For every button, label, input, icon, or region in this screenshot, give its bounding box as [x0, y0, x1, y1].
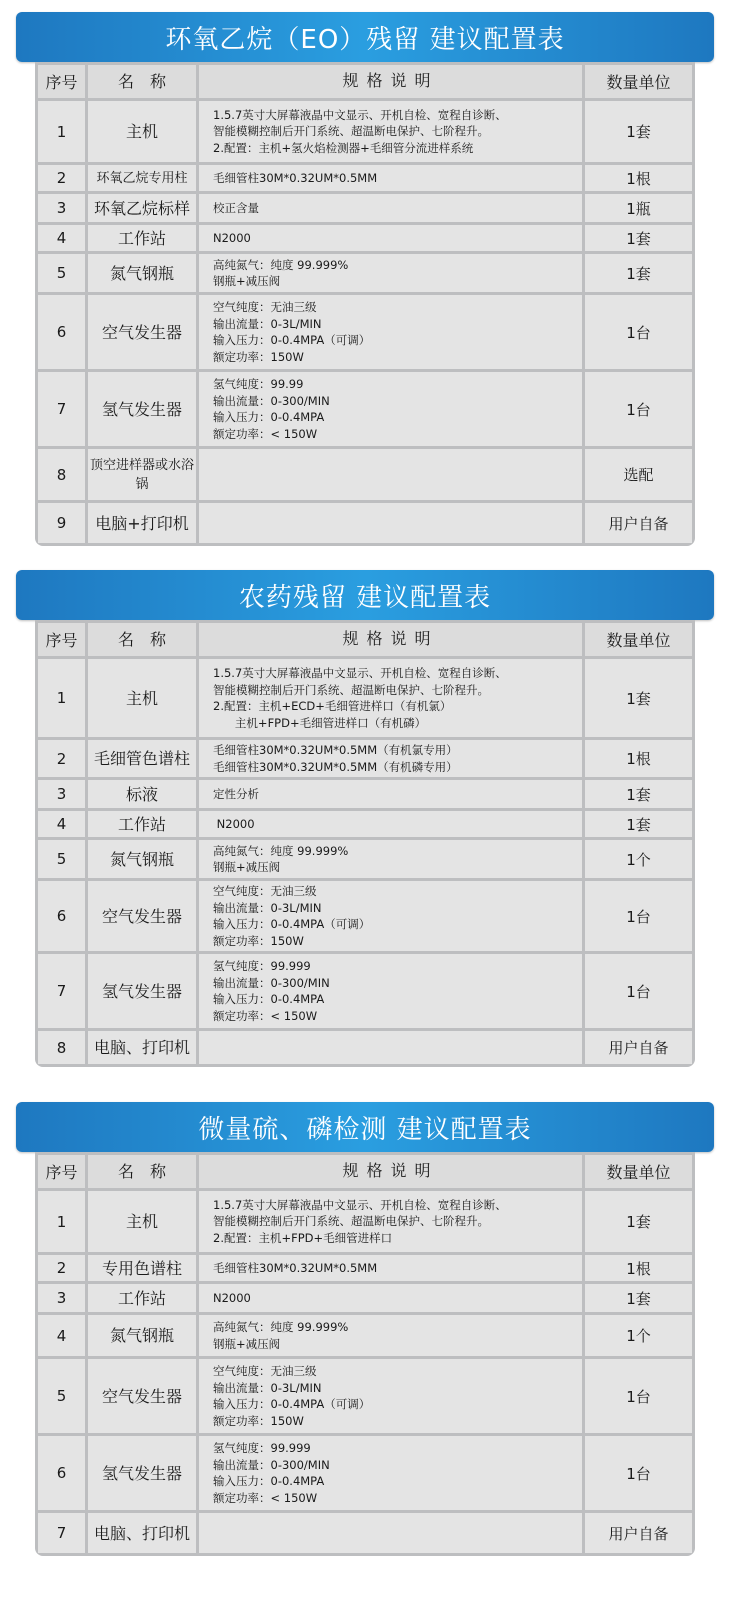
- spec-line: 输入压力：0-0.4MPA: [213, 992, 325, 1006]
- table-row: [35, 295, 695, 372]
- spec-line: 智能模糊控制后开门系统、超温断电保护、七阶程升。: [213, 682, 489, 697]
- row-spec: [199, 1031, 582, 1064]
- header-seq: 序号: [38, 1155, 85, 1188]
- spec-line: 毛细管柱30M*0.32UM*0.5MM（有机磷专用）: [213, 759, 458, 774]
- header-qty: 数量单位: [585, 1155, 692, 1188]
- spec-lines: [213, 843, 348, 876]
- spec-line: 钢瓶+减压阀: [213, 274, 281, 288]
- row-seq: 7: [38, 1513, 85, 1553]
- row-name: 氢气发生器: [88, 372, 196, 446]
- row-seq: 2: [38, 740, 85, 777]
- row-seq: 1: [38, 101, 85, 162]
- row-seq: 3: [38, 780, 85, 808]
- row-spec: [199, 449, 582, 500]
- section-title: 环氧乙烷（EO）残留 建议配置表: [16, 12, 714, 62]
- row-seq: 5: [38, 1359, 85, 1433]
- row-qty: 1台: [585, 1436, 692, 1510]
- spec-line: N2000: [213, 230, 251, 245]
- row-spec: [199, 101, 582, 162]
- spec-lines: [213, 200, 259, 217]
- row-seq: 5: [38, 254, 85, 292]
- row-name: 空气发生器: [88, 881, 196, 951]
- config-table: [35, 1152, 695, 1556]
- table-row: [35, 780, 695, 811]
- header-spec: 规格说明: [199, 623, 582, 656]
- spec-line: 智能模糊控制后开门系统、超温断电保护、七阶程升。: [213, 1214, 489, 1229]
- spec-line: 校正含量: [213, 200, 259, 215]
- table-row: [35, 165, 695, 194]
- row-qty: 1套: [585, 1284, 692, 1312]
- table-row: [35, 101, 695, 165]
- row-name: 工作站: [88, 811, 196, 837]
- row-qty: 1套: [585, 254, 692, 292]
- header-name: 名 称: [88, 623, 196, 656]
- table-row: [35, 194, 695, 225]
- table-row: [35, 1513, 695, 1556]
- row-qty: 1套: [585, 780, 692, 808]
- spec-lines: [213, 816, 255, 833]
- row-seq: 9: [38, 503, 85, 543]
- spec-line: 输出流量：0-3L/MIN: [213, 1380, 322, 1395]
- spec-lines: [213, 1260, 377, 1277]
- spec-line: 主机+FPD+毛细管进样口（有机磷）: [213, 715, 427, 730]
- row-qty: 用户自备: [585, 1031, 692, 1064]
- row-name: 工作站: [88, 225, 196, 251]
- row-seq: 8: [38, 449, 85, 500]
- table-row: [35, 503, 695, 546]
- spec-line: 2.配置：主机+氢火焰检测器+毛细管分流进样系统: [213, 140, 474, 155]
- row-spec: [199, 295, 582, 369]
- spec-line: 毛细管柱30M*0.32UM*0.5MM（有机氯专用）: [213, 743, 458, 757]
- row-spec: [199, 1513, 582, 1553]
- spec-line: 空气纯度：无油三级: [213, 300, 317, 314]
- spec-line: 钢瓶+减压阀: [213, 1336, 281, 1351]
- row-spec: [199, 840, 582, 878]
- spec-lines: [213, 257, 348, 290]
- table-header-row: [35, 1155, 695, 1191]
- config-table: [35, 62, 695, 546]
- row-spec: [199, 780, 582, 808]
- table-row: [35, 1436, 695, 1513]
- spec-line: 1.5.7英寸大屏幕液晶中文显示、开机自检、宽程自诊断、: [213, 666, 507, 680]
- spec-line: 额定功率：< 150W: [213, 426, 318, 441]
- row-seq: 3: [38, 194, 85, 222]
- spec-line: 额定功率：150W: [213, 1413, 304, 1428]
- row-spec: [199, 659, 582, 737]
- row-qty: 1根: [585, 740, 692, 777]
- spec-line: 输入压力：0-0.4MPA: [213, 410, 325, 424]
- table-row: [35, 954, 695, 1031]
- row-qty: 用户自备: [585, 1513, 692, 1553]
- table-row: [35, 881, 695, 954]
- table-row: [35, 1255, 695, 1284]
- spec-lines: [213, 107, 507, 157]
- row-seq: 7: [38, 954, 85, 1028]
- spec-lines: [213, 883, 370, 949]
- row-seq: 6: [38, 881, 85, 951]
- row-spec: [199, 165, 582, 191]
- row-qty: 1个: [585, 840, 692, 878]
- spec-line: 空气纯度：无油三级: [213, 884, 317, 898]
- row-spec: [199, 1284, 582, 1312]
- row-seq: 2: [38, 165, 85, 191]
- row-name: 电脑、打印机: [88, 1031, 196, 1064]
- row-seq: 7: [38, 372, 85, 446]
- spec-line: 额定功率：150W: [213, 349, 304, 364]
- spec-line: 输入压力：0-0.4MPA（可调）: [213, 917, 371, 931]
- section-title: 农药残留 建议配置表: [16, 570, 714, 620]
- row-seq: 6: [38, 295, 85, 369]
- spec-lines: [213, 1440, 330, 1506]
- spec-line: 智能模糊控制后开门系统、超温断电保护、七阶程升。: [213, 124, 489, 139]
- spec-lines: [213, 230, 251, 247]
- row-qty: 1瓶: [585, 194, 692, 222]
- row-spec: [199, 372, 582, 446]
- row-name: 主机: [88, 1191, 196, 1252]
- row-seq: 4: [38, 225, 85, 251]
- row-name: 空气发生器: [88, 1359, 196, 1433]
- spec-line: 氢气纯度：99.999: [213, 1441, 311, 1455]
- spec-line: 高纯氮气：纯度 99.999%: [213, 257, 349, 272]
- row-name: 环氧乙烷标样: [88, 194, 196, 222]
- header-qty: 数量单位: [585, 65, 692, 98]
- spec-line: 输出流量：0-3L/MIN: [213, 900, 322, 915]
- spec-line: 氢气纯度：99.999: [213, 959, 311, 973]
- spec-line: 输入压力：0-0.4MPA: [213, 1474, 325, 1488]
- spec-lines: [213, 665, 507, 731]
- config-table: [35, 620, 695, 1067]
- row-name: 顶空进样器或水浴锅: [88, 449, 196, 500]
- row-seq: 5: [38, 840, 85, 878]
- row-seq: 6: [38, 1436, 85, 1510]
- spec-line: 1.5.7英寸大屏幕液晶中文显示、开机自检、宽程自诊断、: [213, 107, 507, 122]
- row-name: 主机: [88, 101, 196, 162]
- row-name: 毛细管色谱柱: [88, 740, 196, 777]
- table-row: [35, 1359, 695, 1436]
- row-qty: 1根: [585, 1255, 692, 1281]
- row-qty: 选配: [585, 449, 692, 500]
- table-row: [35, 1191, 695, 1255]
- row-spec: [199, 1255, 582, 1281]
- section-title: 微量硫、磷检测 建议配置表: [16, 1102, 714, 1152]
- row-name: 主机: [88, 659, 196, 737]
- header-name: 名 称: [88, 1155, 196, 1188]
- row-name: 氢气发生器: [88, 1436, 196, 1510]
- row-name: 氮气钢瓶: [88, 840, 196, 878]
- row-seq: 4: [38, 811, 85, 837]
- row-spec: [199, 740, 582, 777]
- table-row: [35, 1284, 695, 1315]
- row-spec: [199, 225, 582, 251]
- table-row: [35, 1315, 695, 1359]
- row-qty: 1台: [585, 881, 692, 951]
- table-row: [35, 1031, 695, 1067]
- header-qty: 数量单位: [585, 623, 692, 656]
- spec-line: 输出流量：0-300/MIN: [213, 1457, 330, 1472]
- table-row: [35, 449, 695, 503]
- table-row: [35, 659, 695, 740]
- table-row: [35, 811, 695, 840]
- row-qty: 1套: [585, 101, 692, 162]
- table-row: [35, 225, 695, 254]
- row-name: 专用色谱柱: [88, 1255, 196, 1281]
- spec-line: 2.配置：主机+FPD+毛细管进样口: [213, 1230, 393, 1245]
- row-qty: 1台: [585, 372, 692, 446]
- spec-line: 额定功率：< 150W: [213, 1008, 318, 1023]
- row-spec: [199, 954, 582, 1028]
- spec-lines: [213, 742, 458, 775]
- spec-line: 输入压力：0-0.4MPA（可调）: [213, 1397, 371, 1411]
- header-spec: 规格说明: [199, 1155, 582, 1188]
- spec-line: 高纯氮气：纯度 99.999%: [213, 843, 349, 858]
- row-seq: 2: [38, 1255, 85, 1281]
- row-name: 标液: [88, 780, 196, 808]
- table-row: [35, 740, 695, 780]
- header-spec: 规格说明: [199, 65, 582, 98]
- spec-lines: [213, 1197, 507, 1247]
- row-name: 环氧乙烷专用柱: [88, 165, 196, 191]
- row-spec: [199, 194, 582, 222]
- row-spec: [199, 254, 582, 292]
- header-seq: 序号: [38, 65, 85, 98]
- spec-line: N2000: [213, 816, 255, 831]
- row-spec: [199, 503, 582, 543]
- spec-lines: [213, 1290, 251, 1307]
- table-row: [35, 372, 695, 449]
- row-name: 空气发生器: [88, 295, 196, 369]
- table-row: [35, 840, 695, 881]
- row-seq: 1: [38, 1191, 85, 1252]
- spec-lines: [213, 376, 330, 442]
- row-qty: 1套: [585, 659, 692, 737]
- row-qty: 1套: [585, 225, 692, 251]
- row-spec: [199, 1436, 582, 1510]
- spec-lines: [213, 958, 330, 1024]
- spec-line: 高纯氮气：纯度 99.999%: [213, 1320, 349, 1334]
- spec-lines: [213, 1363, 370, 1429]
- table-row: [35, 254, 695, 295]
- table-header-row: [35, 65, 695, 101]
- row-spec: [199, 1315, 582, 1356]
- spec-line: 空气纯度：无油三级: [213, 1364, 317, 1378]
- spec-lines: [213, 786, 259, 803]
- row-qty: 1根: [585, 165, 692, 191]
- spec-lines: [213, 170, 377, 187]
- spec-line: 钢瓶+减压阀: [213, 860, 281, 874]
- spec-line: 额定功率：< 150W: [213, 1490, 318, 1505]
- spec-line: 输出流量：0-300/MIN: [213, 393, 330, 408]
- row-qty: 1台: [585, 954, 692, 1028]
- spec-line: 额定功率：150W: [213, 933, 304, 948]
- row-spec: [199, 1359, 582, 1433]
- header-seq: 序号: [38, 623, 85, 656]
- spec-line: 毛细管柱30M*0.32UM*0.5MM: [213, 1260, 378, 1275]
- spec-lines: [213, 1319, 348, 1352]
- row-spec: [199, 881, 582, 951]
- row-name: 氮气钢瓶: [88, 254, 196, 292]
- spec-line: 1.5.7英寸大屏幕液晶中文显示、开机自检、宽程自诊断、: [213, 1197, 507, 1212]
- spec-line: 输出流量：0-3L/MIN: [213, 316, 322, 331]
- row-name: 工作站: [88, 1284, 196, 1312]
- spec-line: 毛细管柱30M*0.32UM*0.5MM: [213, 170, 378, 185]
- row-qty: 1台: [585, 295, 692, 369]
- row-name: 电脑+打印机: [88, 503, 196, 543]
- row-spec: [199, 811, 582, 837]
- row-spec: [199, 1191, 582, 1252]
- row-name: 氮气钢瓶: [88, 1315, 196, 1356]
- row-qty: 1套: [585, 1191, 692, 1252]
- spec-line: N2000: [213, 1290, 251, 1305]
- table-header-row: [35, 623, 695, 659]
- row-seq: 4: [38, 1315, 85, 1356]
- row-qty: 1套: [585, 811, 692, 837]
- spec-line: 2.配置：主机+ECD+毛细管进样口（有机氯）: [213, 699, 452, 713]
- spec-line: 定性分析: [213, 786, 259, 801]
- row-seq: 8: [38, 1031, 85, 1064]
- header-name: 名 称: [88, 65, 196, 98]
- row-qty: 用户自备: [585, 503, 692, 543]
- row-qty: 1台: [585, 1359, 692, 1433]
- row-name: 电脑、打印机: [88, 1513, 196, 1553]
- row-qty: 1个: [585, 1315, 692, 1356]
- row-seq: 3: [38, 1284, 85, 1312]
- spec-lines: [213, 299, 370, 365]
- row-seq: 1: [38, 659, 85, 737]
- spec-line: 氢气纯度：99.99: [213, 377, 304, 391]
- spec-line: 输出流量：0-300/MIN: [213, 975, 330, 990]
- row-name: 氢气发生器: [88, 954, 196, 1028]
- spec-line: 输入压力：0-0.4MPA（可调）: [213, 333, 371, 347]
